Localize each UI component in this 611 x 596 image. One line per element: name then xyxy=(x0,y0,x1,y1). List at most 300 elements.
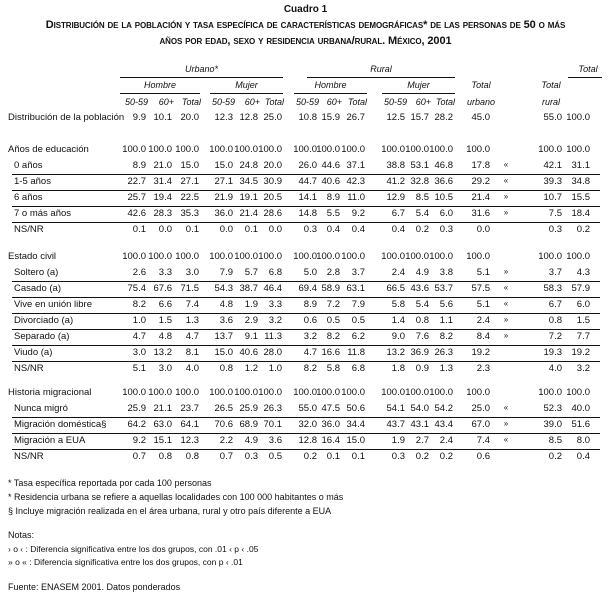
cell-value: 100.0 xyxy=(381,387,405,398)
cell-value: 3.3 xyxy=(158,267,172,278)
cell-value: 25.9 xyxy=(127,403,146,414)
rule-urbano-hombre xyxy=(120,93,200,94)
cell-value: 1.2 xyxy=(244,363,258,374)
significance-marker: « xyxy=(503,403,509,412)
cell-value: 1.0 xyxy=(268,363,282,374)
cell-value: 15.0 xyxy=(214,347,233,358)
cell-value: 100.0 xyxy=(566,251,590,262)
cell-value: 0.4 xyxy=(326,224,340,235)
cell-value: 5.5 xyxy=(326,208,340,219)
header-total-rural-1: Total xyxy=(541,80,561,90)
cell-value: 6.7 xyxy=(391,208,405,219)
cell-value: 0.5 xyxy=(268,451,282,462)
row-label: Años de educación xyxy=(8,144,89,155)
cell-value: 5.8 xyxy=(326,363,340,374)
cell-value: 0.1 xyxy=(351,451,365,462)
cell-value: 12.3 xyxy=(180,435,199,446)
cell-value: 53.1 xyxy=(410,160,429,171)
cell-value: 0.8 xyxy=(548,315,562,326)
header-rural-hombre: Hombre xyxy=(314,80,347,90)
cell-value: 32.0 xyxy=(298,419,317,430)
cell-value: 1.0 xyxy=(132,315,146,326)
header-total-urbano-2: urbano xyxy=(466,97,496,107)
cell-value: 100.0 xyxy=(429,387,453,398)
cell-value: 3.0 xyxy=(185,267,199,278)
cell-value: 100.0 xyxy=(381,144,405,155)
cell-value: 7.2 xyxy=(326,299,340,310)
cell-value: 19.2 xyxy=(571,347,590,358)
cell-value: 64.1 xyxy=(180,419,199,430)
cell-value: 0.2 xyxy=(548,451,562,462)
cell-value: 0.1 xyxy=(185,224,199,235)
cell-value: 12.8 xyxy=(239,112,258,123)
cell-value: 11.3 xyxy=(264,331,282,342)
cell-value: 71.5 xyxy=(180,283,199,294)
footnote-3: § Incluye migración realizada en el área urbana, rural y otro país diferente a EUA xyxy=(8,506,332,516)
cell-value: 1.3 xyxy=(185,315,199,326)
cell-value: 8.9 xyxy=(132,160,146,171)
cell-value: 100.0 xyxy=(316,144,340,155)
cell-value: 58.9 xyxy=(321,283,340,294)
cell-value: 8.1 xyxy=(185,347,199,358)
cell-value: 8.9 xyxy=(326,192,340,203)
cell-value: 100.0 xyxy=(341,387,365,398)
cell-value: 3.3 xyxy=(268,299,282,310)
header-age-total: Total xyxy=(347,97,367,107)
row-label: NS/NR xyxy=(14,451,44,462)
cell-value: 0.3 xyxy=(303,224,317,235)
cell-value: 100.0 xyxy=(466,387,490,398)
cell-value: 0.5 xyxy=(351,315,365,326)
cell-value: 13.7 xyxy=(214,331,233,342)
cell-value: 28.0 xyxy=(263,347,282,358)
cell-value: 3.0 xyxy=(132,347,146,358)
footnote-2: * Residencia urbana se refiere a aquellas localidades con 100 000 habitantes o más xyxy=(8,492,344,502)
cell-value: 0.8 xyxy=(158,451,172,462)
cell-value: 100.0 xyxy=(566,387,590,398)
cell-value: 4.8 xyxy=(219,299,233,310)
cell-value: 58.3 xyxy=(543,283,562,294)
cell-value: 100.0 xyxy=(429,251,453,262)
cell-value: 2.2 xyxy=(219,435,233,446)
cell-value: 10.5 xyxy=(434,192,453,203)
cell-value: 100.0 xyxy=(122,387,146,398)
cell-value: 15.9 xyxy=(321,112,340,123)
cell-value: 5.4 xyxy=(415,208,429,219)
cell-value: 100.0 xyxy=(405,251,429,262)
cell-value: 0.2 xyxy=(415,451,429,462)
significance-marker: « xyxy=(503,160,509,169)
row-label: Distribución de la población xyxy=(8,112,125,123)
cell-value: 0.9 xyxy=(415,363,429,374)
cell-value: 43.4 xyxy=(434,419,453,430)
header-age-60plus: 60+ xyxy=(326,97,342,107)
table-row xyxy=(12,419,600,434)
cell-value: 100.0 xyxy=(429,144,453,155)
cell-value: 23.7 xyxy=(180,403,199,414)
cell-value: 0.2 xyxy=(303,451,317,462)
cell-value: 63.1 xyxy=(346,283,365,294)
cell-value: 0.2 xyxy=(439,451,453,462)
rule-rural xyxy=(307,77,455,78)
cell-value: 100.0 xyxy=(466,144,490,155)
cell-value: 28.6 xyxy=(263,208,282,219)
cell-value: 7.9 xyxy=(351,299,365,310)
cell-value: 1.8 xyxy=(391,363,405,374)
note-2: » o « : Diferencia significativa entre los dos grupos, con p ‹ .01 xyxy=(8,557,243,567)
cell-value: 12.5 xyxy=(386,112,405,123)
cell-value: 10.1 xyxy=(153,112,172,123)
cell-value: 1.9 xyxy=(244,299,258,310)
header-age-total: Total xyxy=(435,97,455,107)
row-label: 0 años xyxy=(14,160,43,171)
header-total-rural-2: rural xyxy=(541,97,560,107)
cell-value: 9.0 xyxy=(391,331,405,342)
cell-value: 1.4 xyxy=(391,315,405,326)
row-label: Viudo (a) xyxy=(14,347,53,358)
cell-value: 21.1 xyxy=(153,403,172,414)
cell-value: 43.1 xyxy=(410,419,429,430)
cell-value: 38.8 xyxy=(386,160,405,171)
cell-value: 12.9 xyxy=(386,192,405,203)
cell-value: 8.2 xyxy=(326,331,340,342)
cell-value: 100.0 xyxy=(341,251,365,262)
significance-marker: « xyxy=(503,283,509,292)
cell-value: 100.0 xyxy=(148,251,172,262)
cell-value: 100.0 xyxy=(209,251,233,262)
cell-value: 100.0 xyxy=(234,251,258,262)
cell-value: 31.1 xyxy=(571,160,590,171)
cell-value: 9.2 xyxy=(132,435,146,446)
cell-value: 7.4 xyxy=(185,299,199,310)
cell-value: 3.0 xyxy=(158,363,172,374)
cell-value: 0.7 xyxy=(132,451,146,462)
cell-value: 46.4 xyxy=(263,283,282,294)
cell-value: 67.0 xyxy=(471,419,490,430)
cell-value: 14.1 xyxy=(298,192,317,203)
cell-value: 100.0 xyxy=(466,251,490,262)
cell-value: 26.7 xyxy=(346,112,365,123)
significance-marker: « xyxy=(503,176,509,185)
cell-value: 42.1 xyxy=(543,160,562,171)
significance-marker: » xyxy=(503,331,509,340)
cell-value: 1.9 xyxy=(391,435,405,446)
cell-value: 47.5 xyxy=(321,403,340,414)
cell-value: 31.6 xyxy=(471,208,490,219)
cell-value: 6.0 xyxy=(576,299,590,310)
cell-value: 17.8 xyxy=(471,160,490,171)
cell-value: 68.9 xyxy=(239,419,258,430)
cell-value: 34.5 xyxy=(239,176,258,187)
cell-value: 7.6 xyxy=(415,331,429,342)
note-1: › o ‹ : Diferencia significativa entre los dos grupos, con .01 ‹ p ‹ .05 xyxy=(8,544,259,554)
cell-value: 4.9 xyxy=(415,267,429,278)
cell-value: 15.0 xyxy=(214,160,233,171)
cell-value: 4.7 xyxy=(132,331,146,342)
cell-value: 9.9 xyxy=(132,112,146,123)
cell-value: 100.0 xyxy=(293,251,317,262)
cell-value: 4.9 xyxy=(244,435,258,446)
cell-value: 29.2 xyxy=(471,176,490,187)
table-row xyxy=(12,283,600,298)
cell-value: 26.3 xyxy=(263,403,282,414)
cell-value: 100.0 xyxy=(258,387,282,398)
cell-value: 22.7 xyxy=(127,176,146,187)
cell-value: 6.8 xyxy=(351,363,365,374)
cell-value: 21.9 xyxy=(214,192,233,203)
cell-value: 9.2 xyxy=(351,208,365,219)
cell-value: 19.1 xyxy=(239,192,258,203)
cell-value: 8.5 xyxy=(548,435,562,446)
cell-value: 21.4 xyxy=(239,208,258,219)
cell-value: 0.0 xyxy=(219,224,233,235)
cell-value: 27.1 xyxy=(180,176,199,187)
cell-value: 35.3 xyxy=(180,208,199,219)
significance-marker: » xyxy=(503,315,509,324)
cell-value: 3.7 xyxy=(351,267,365,278)
row-label: 6 años xyxy=(14,192,43,203)
cell-value: 100.0 xyxy=(122,251,146,262)
table-number: Cuadro 1 xyxy=(283,4,328,15)
cell-value: 5.0 xyxy=(303,267,317,278)
cell-value: 70.1 xyxy=(263,419,282,430)
cell-value: 0.8 xyxy=(185,451,199,462)
cell-value: 40.0 xyxy=(571,403,590,414)
cell-value: 5.8 xyxy=(391,299,405,310)
cell-value: 69.4 xyxy=(298,283,317,294)
cell-value: 70.6 xyxy=(214,419,233,430)
cell-value: 19.4 xyxy=(153,192,172,203)
cell-value: 44.6 xyxy=(321,160,340,171)
cell-value: 34.4 xyxy=(346,419,365,430)
cell-value: 32.8 xyxy=(410,176,429,187)
rule-rural-hombre xyxy=(294,93,367,94)
cell-value: 100.0 xyxy=(538,251,562,262)
cell-value: 7.5 xyxy=(548,208,562,219)
cell-value: 10.8 xyxy=(298,112,317,123)
header-age-60plus: 60+ xyxy=(415,97,431,107)
cell-value: 100.0 xyxy=(566,144,590,155)
header-age-60plus: 60+ xyxy=(158,97,174,107)
significance-marker: » xyxy=(503,208,509,217)
cell-value: 2.9 xyxy=(244,315,258,326)
cell-value: 0.8 xyxy=(415,315,429,326)
cell-value: 15.1 xyxy=(153,435,172,446)
cell-value: 75.4 xyxy=(127,283,146,294)
cell-value: 10.7 xyxy=(543,192,562,203)
cell-value: 11.8 xyxy=(347,347,365,358)
cell-value: 5.1 xyxy=(132,363,146,374)
cell-value: 34.8 xyxy=(571,176,590,187)
header-age-50-59: 50-59 xyxy=(124,97,148,107)
table-row xyxy=(0,451,611,465)
cell-value: 0.0 xyxy=(268,224,282,235)
cell-value: 66.5 xyxy=(386,283,405,294)
cell-value: 3.2 xyxy=(303,331,317,342)
cell-value: 8.9 xyxy=(303,299,317,310)
cell-value: 55.0 xyxy=(543,112,562,123)
cell-value: 6.7 xyxy=(548,299,562,310)
cell-value: 1.1 xyxy=(439,315,453,326)
cell-value: 54.2 xyxy=(434,403,453,414)
cell-value: 5.4 xyxy=(415,299,429,310)
header-age-total: Total xyxy=(264,97,284,107)
cell-value: 0.2 xyxy=(576,224,590,235)
cell-value: 100.0 xyxy=(209,387,233,398)
header-age-total: Total xyxy=(181,97,201,107)
cell-value: 3.8 xyxy=(439,267,453,278)
cell-value: 0.5 xyxy=(326,315,340,326)
significance-marker: « xyxy=(503,299,509,308)
cell-value: 15.0 xyxy=(180,160,199,171)
table-row xyxy=(12,192,600,207)
cell-value: 42.3 xyxy=(346,176,365,187)
cell-value: 14.8 xyxy=(298,208,317,219)
cell-value: 64.2 xyxy=(127,419,146,430)
row-label: NS/NR xyxy=(14,224,44,235)
cell-value: 2.6 xyxy=(132,267,146,278)
rule-urbano-mujer xyxy=(210,93,283,94)
header-age-60plus: 60+ xyxy=(244,97,260,107)
cell-value: 100.0 xyxy=(175,251,199,262)
cell-value: 45.0 xyxy=(471,112,490,123)
cell-value: 100.0 xyxy=(209,144,233,155)
cell-value: 63.0 xyxy=(153,419,172,430)
row-label: Casado (a) xyxy=(14,283,61,294)
cell-value: 20.5 xyxy=(263,192,282,203)
table-title-line-2: años por edad, sexo y residencia urbana/rural. México, 2001 xyxy=(159,35,452,47)
rule-total xyxy=(568,77,602,78)
section-header xyxy=(0,387,611,401)
cell-value: 7.7 xyxy=(576,331,590,342)
table-row xyxy=(12,331,600,346)
cell-value: 100.0 xyxy=(148,144,172,155)
cell-value: 100.0 xyxy=(234,144,258,155)
cell-value: 0.0 xyxy=(158,224,172,235)
cell-value: 54.0 xyxy=(410,403,429,414)
cell-value: 100.0 xyxy=(122,144,146,155)
cell-value: 51.6 xyxy=(571,419,590,430)
cell-value: 39.3 xyxy=(543,176,562,187)
cell-value: 100.0 xyxy=(566,112,590,123)
header-age-50-59: 50-59 xyxy=(383,97,407,107)
cell-value: 4.7 xyxy=(303,347,317,358)
table-row xyxy=(12,347,600,362)
header-rural: Rural xyxy=(370,64,392,74)
cell-value: 8.2 xyxy=(132,299,146,310)
cell-value: 7.9 xyxy=(219,267,233,278)
row-label: Divorciado (a) xyxy=(14,315,74,326)
cell-value: 16.6 xyxy=(321,347,340,358)
cell-value: 3.2 xyxy=(268,315,282,326)
table-row xyxy=(12,403,600,418)
cell-value: 7.2 xyxy=(548,331,562,342)
cell-value: 100.0 xyxy=(316,251,340,262)
header-total: Total xyxy=(578,64,598,74)
cell-value: 36.6 xyxy=(434,176,453,187)
table-title-line-1: Distribución de la población y tasa específica de características demográficas* de las personas de 50 o más xyxy=(45,19,566,31)
cell-value: 40.6 xyxy=(321,176,340,187)
cell-value: 100.0 xyxy=(405,387,429,398)
header-total-urbano-1: Total xyxy=(471,80,491,90)
cell-value: 15.0 xyxy=(346,435,365,446)
cell-value: 52.3 xyxy=(543,403,562,414)
cell-value: 22.5 xyxy=(180,192,199,203)
header-urbano-hombre: Hombre xyxy=(143,80,176,90)
cell-value: 25.7 xyxy=(127,192,146,203)
cell-value: 28.2 xyxy=(434,112,453,123)
cell-value: 0.1 xyxy=(244,224,258,235)
cell-value: 0.3 xyxy=(244,451,258,462)
footnote-1: * Tasa específica reportada por cada 100 personas xyxy=(8,478,212,488)
cell-value: 54.3 xyxy=(214,283,233,294)
table-row xyxy=(12,299,600,314)
section-header xyxy=(0,144,611,158)
table-row xyxy=(0,363,611,377)
cell-value: 15.5 xyxy=(571,192,590,203)
cell-value: 44.7 xyxy=(298,176,317,187)
cell-value: 100.0 xyxy=(258,251,282,262)
cell-value: 2.4 xyxy=(391,267,405,278)
cell-value: 4.0 xyxy=(548,363,562,374)
cell-value: 8.4 xyxy=(476,331,490,342)
cell-value: 100.0 xyxy=(293,387,317,398)
cell-value: 0.4 xyxy=(391,224,405,235)
cell-value: 0.2 xyxy=(415,224,429,235)
cell-value: 100.0 xyxy=(293,144,317,155)
rule-urbano xyxy=(120,77,283,78)
cell-value: 100.0 xyxy=(175,144,199,155)
cell-value: 3.2 xyxy=(576,363,590,374)
table-row xyxy=(12,315,600,330)
cell-value: 31.4 xyxy=(153,176,172,187)
cell-value: 100.0 xyxy=(341,144,365,155)
cell-value: 1.5 xyxy=(576,315,590,326)
cell-value: 20.0 xyxy=(263,160,282,171)
table-row xyxy=(0,224,611,238)
cell-value: 43.6 xyxy=(410,283,429,294)
cell-value: 7.4 xyxy=(476,435,490,446)
cell-value: 26.3 xyxy=(434,347,453,358)
row-label: Separado (a) xyxy=(14,331,70,342)
cell-value: 0.6 xyxy=(476,451,490,462)
header-age-50-59: 50-59 xyxy=(211,97,235,107)
cell-value: 0.0 xyxy=(476,224,490,235)
cell-value: 67.6 xyxy=(153,283,172,294)
cell-value: 100.0 xyxy=(405,144,429,155)
significance-marker: » xyxy=(503,192,509,201)
header-urbano: Urbano* xyxy=(184,64,219,74)
row-label: Nunca migró xyxy=(14,403,68,414)
table-row xyxy=(12,267,600,282)
cell-value: 53.7 xyxy=(434,283,453,294)
cell-value: 16.4 xyxy=(321,435,340,446)
cell-value: 2.3 xyxy=(476,363,490,374)
table-row xyxy=(12,160,600,175)
cell-value: 21.4 xyxy=(471,192,490,203)
header-rural-mujer: Mujer xyxy=(407,80,430,90)
cell-value: 0.7 xyxy=(219,451,233,462)
cell-value: 19.2 xyxy=(471,347,490,358)
header-urbano-mujer: Mujer xyxy=(235,80,258,90)
cell-value: 25.9 xyxy=(239,403,258,414)
cell-value: 4.0 xyxy=(185,363,199,374)
cell-value: 8.0 xyxy=(576,435,590,446)
cell-value: 57.9 xyxy=(571,283,590,294)
cell-value: 8.2 xyxy=(439,331,453,342)
cell-value: 54.1 xyxy=(386,403,405,414)
cell-value: 12.8 xyxy=(298,435,317,446)
